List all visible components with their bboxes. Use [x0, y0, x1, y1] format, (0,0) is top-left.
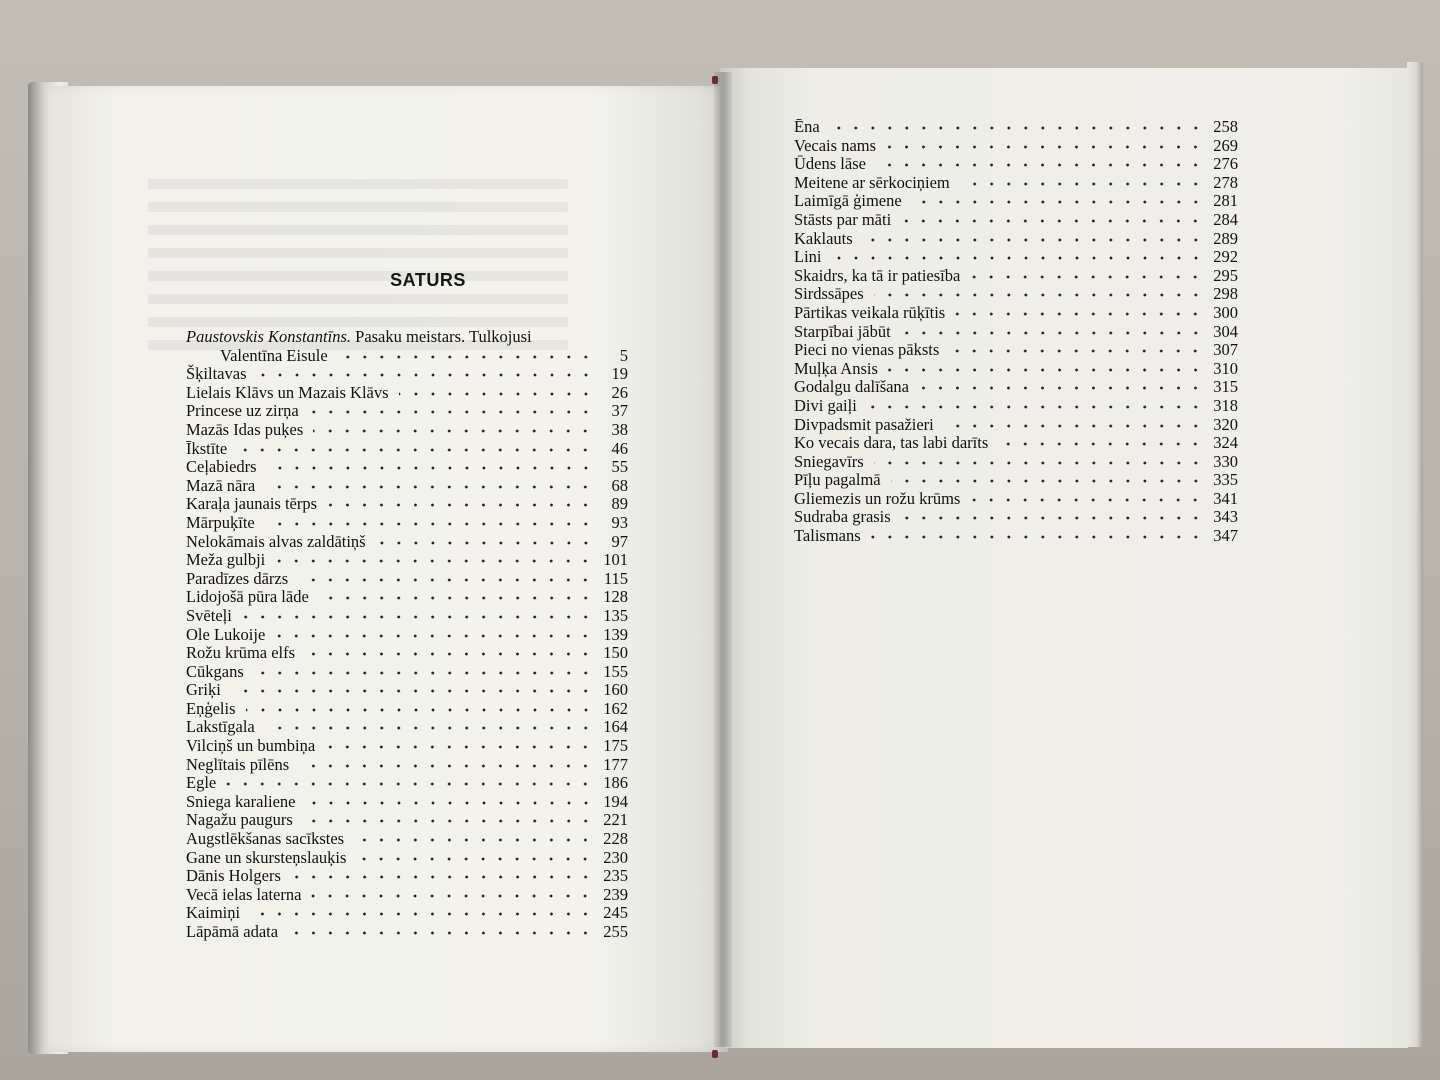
toc-entry-page: 89	[611, 494, 628, 514]
toc-entry-title: Īkstīte	[186, 438, 228, 458]
toc-entry	[794, 397, 1238, 416]
toc-entry	[794, 155, 1238, 174]
open-book	[28, 62, 1423, 1062]
toc-entry-title: Laimīgā ģimene	[794, 191, 902, 211]
toc-entry-page: 298	[1213, 284, 1238, 304]
toc-entry	[186, 551, 628, 570]
toc-entry-page: 150	[603, 643, 628, 663]
toc-entry-title: Divi gaiļi	[794, 395, 857, 415]
toc-entry-title: Gane un skursteņslauķis	[186, 847, 347, 867]
toc-entry	[794, 490, 1238, 509]
toc-entry-page: 310	[1213, 358, 1238, 378]
toc-entry-page: 341	[1213, 488, 1238, 508]
toc-leader-dots	[242, 609, 594, 621]
toc-entry-title: Meitene ar sērkociņiem	[794, 172, 950, 192]
toc-entry-title: Ūdens lāse	[794, 154, 866, 174]
toc-leader-dots	[265, 720, 594, 732]
toc-entry-title: Divpadsmit pasažieri	[794, 414, 934, 434]
toc-leader-dots	[305, 646, 594, 658]
toc-intro-author: Paustovskis Konstantīns.	[186, 327, 352, 346]
toc-entry-page: 46	[611, 438, 628, 458]
toc-entry-title: Stāsts par māti	[794, 209, 892, 229]
toc-entry-title: Mazā nāra	[186, 475, 256, 495]
toc-entry-page: 160	[603, 680, 628, 700]
toc-entry	[186, 867, 628, 886]
toc-entry-page: 258	[1213, 117, 1238, 136]
toc-entry	[794, 341, 1238, 360]
toc-entry-page: 230	[603, 847, 628, 867]
toc-leader-dots	[888, 362, 1204, 374]
toc-entry	[186, 700, 628, 719]
toc-entry	[794, 360, 1238, 379]
toc-leader-dots	[998, 436, 1204, 448]
toc-leader-dots	[231, 683, 594, 695]
toc-entry	[794, 304, 1238, 323]
toc-entry-title: Nagažu paugurs	[186, 810, 293, 830]
toc-entry-page: 276	[1213, 154, 1238, 174]
toc-leader-dots	[832, 250, 1205, 262]
toc-leader-dots	[960, 176, 1204, 188]
toc-entry-title: Lakstīgala	[186, 717, 255, 737]
toc-entry	[186, 384, 628, 403]
toc-entry	[186, 737, 628, 756]
toc-entry-title: Princese uz zirņa	[186, 401, 299, 421]
toc-entry	[794, 230, 1238, 249]
toc-entry-page: 343	[1213, 507, 1238, 527]
toc-entry-page: 5	[619, 345, 628, 365]
toc-entry-title: Sudraba grasis	[794, 507, 891, 527]
toc-entry-title: Talismans	[794, 526, 861, 546]
toc-leader-dots	[306, 795, 595, 807]
toc-entry-page: 292	[1213, 247, 1238, 267]
toc-entry-page: 239	[603, 884, 628, 904]
toc-entry-page: 324	[1213, 433, 1238, 453]
toc-entry	[186, 663, 628, 682]
toc-entry-title: Pīļu pagalmā	[794, 470, 881, 490]
toc-leader-dots	[309, 404, 594, 416]
toc-leader-dots	[901, 325, 1204, 337]
toc-leader-dots	[356, 851, 594, 863]
toc-entry-title: Ko vecais dara, tas labi darīts	[794, 433, 989, 453]
toc-entry	[794, 416, 1238, 435]
book-spine-gutter	[714, 72, 732, 1047]
toc-leader-dots	[955, 306, 1204, 318]
toc-entry	[794, 285, 1238, 304]
toc-entry-title: Sniegavīrs	[794, 451, 864, 471]
toc-leader-dots	[863, 232, 1204, 244]
toc-entry-title: Lini	[794, 247, 822, 267]
toc-entry-page: 278	[1213, 172, 1238, 192]
toc-entry	[186, 849, 628, 868]
toc-leader-dots	[891, 473, 1204, 485]
toc-entry-page: 235	[603, 866, 628, 886]
toc-entry-page: 281	[1213, 191, 1238, 211]
toc-entry-page: 335	[1213, 470, 1238, 490]
toc-entry-page: 55	[611, 457, 628, 477]
toc-entry-title: Lāpāmā adata	[186, 922, 279, 941]
toc-entry	[186, 514, 628, 533]
toc-entry-title: Valentīna Eisule	[220, 345, 328, 365]
toc-entry-title: Starpībai jābūt	[794, 321, 891, 341]
headband-thread	[712, 76, 718, 84]
toc-entry-title: Vilciņš un bumbiņa	[186, 736, 316, 756]
toc-entry-title: Dānis Holgers	[186, 866, 281, 886]
toc-entry-title: Lidojošā pūra lāde	[186, 587, 309, 607]
toc-leader-dots	[970, 269, 1204, 281]
toc-leader-dots	[265, 479, 594, 491]
toc-entry-page: 245	[603, 903, 628, 923]
toc-heading: SATURS	[390, 270, 466, 290]
toc-entry-page: 330	[1213, 451, 1238, 471]
toc-entry	[794, 137, 1238, 156]
toc-leader-dots	[303, 813, 594, 825]
toc-leader-dots	[912, 194, 1204, 206]
toc-entry-title: Ceļabiedrs	[186, 457, 257, 477]
toc-leader-dots	[257, 367, 595, 379]
toc-entry-page: 26	[611, 382, 628, 402]
toc-leader-dots	[267, 460, 594, 472]
toc-entry-title: Pieci no vienas pāksts	[794, 340, 940, 360]
toc-entry-page: 221	[603, 810, 628, 830]
toc-entry-title: Cūkgans	[186, 661, 244, 681]
toc-entry-page: 93	[611, 512, 628, 532]
toc-entry-page: 318	[1213, 395, 1238, 415]
toc-intro-title: Pasaku meistars. Tulkojusi	[355, 327, 532, 346]
toc-leader-dots	[376, 535, 594, 547]
toc-leader-dots	[275, 553, 594, 565]
toc-entry	[186, 421, 628, 440]
toc-entry-title: Karaļa jaunais tērps	[186, 494, 318, 514]
toc-entry	[186, 402, 628, 421]
toc-entry-page: 162	[603, 698, 628, 718]
toc-entry-page: 347	[1213, 526, 1238, 546]
toc-entry-page: 295	[1213, 265, 1238, 285]
toc-entry-title: Augstlēkšanas sacīkstes	[186, 829, 345, 849]
toc-entry-page: 289	[1213, 228, 1238, 248]
toc-entry	[186, 365, 628, 384]
toc-leader-dots	[874, 455, 1204, 467]
toc-leader-dots	[237, 442, 594, 454]
toc-entry-page: 320	[1213, 414, 1238, 434]
toc-entry-page: 269	[1213, 135, 1238, 155]
toc-entry-title: Pārtikas veikala rūķītis	[794, 302, 946, 322]
toc-entry	[794, 434, 1238, 453]
toc-entry-page: 135	[603, 605, 628, 625]
toc-entry-title: Skaidrs, ka tā ir patiesība	[794, 265, 961, 285]
toc-entry-title: Egle	[186, 773, 217, 793]
toc-entry-page: 175	[603, 736, 628, 756]
toc-entry-title: Meža gulbji	[186, 550, 266, 570]
toc-entry	[794, 323, 1238, 342]
toc-entry	[794, 248, 1238, 267]
toc-leader-dots	[338, 349, 594, 361]
toc-leader-dots	[830, 120, 1204, 132]
toc-entry	[794, 471, 1238, 490]
toc-entry-page: 177	[603, 754, 628, 774]
toc-entry-page: 307	[1213, 340, 1238, 360]
toc-entry-page: 315	[1213, 377, 1238, 397]
toc-leader-dots	[399, 386, 594, 398]
toc-entry	[794, 267, 1238, 286]
toc-entry	[794, 211, 1238, 230]
toc-entry-title: Griķi	[186, 680, 221, 700]
toc-leader-dots	[867, 399, 1204, 411]
toc-entry-title: Gliemezis un rožu krūms	[794, 488, 961, 508]
toc-entry-page: 284	[1213, 209, 1238, 229]
toc-leader-dots	[299, 758, 594, 770]
toc-leader-dots	[871, 529, 1204, 541]
toc-leader-dots	[944, 418, 1204, 430]
toc-leader-dots	[327, 497, 594, 509]
toc-entry-page: 115	[603, 568, 628, 588]
toc-entry	[186, 830, 628, 849]
toc-leader-dots	[354, 832, 594, 844]
toc-entry-title: Mazās Idas puķes	[186, 419, 304, 439]
toc-entry-page: 128	[603, 587, 628, 607]
toc-leader-dots	[291, 869, 594, 881]
toc-entry	[186, 607, 628, 626]
toc-leader-dots	[886, 139, 1204, 151]
toc-entry	[186, 440, 628, 459]
toc-entry-page: 68	[611, 475, 628, 495]
toc-entry-page: 304	[1213, 321, 1238, 341]
toc-entry	[186, 886, 628, 905]
toc-entry-page: 38	[611, 419, 628, 439]
toc-entry	[794, 453, 1238, 472]
toc-leader-dots	[226, 776, 594, 788]
toc-entry-title: Šķiltavas	[186, 364, 247, 384]
toc-entry-title: Kaimiņi	[186, 903, 241, 923]
toc-leader-dots	[288, 925, 594, 937]
toc-leader-dots	[919, 380, 1204, 392]
toc-entry-page: 194	[603, 791, 628, 811]
toc-entry-title: Ole Lukoije	[186, 624, 266, 644]
toc-leader-dots	[901, 213, 1204, 225]
toc-entry-title: Nelokāmais alvas zaldātiņš	[186, 531, 366, 551]
toc-leader-dots	[901, 510, 1204, 522]
toc-entry-title: Mārpuķīte	[186, 512, 255, 532]
toc-leader-dots	[298, 572, 594, 584]
toc-entry-page: 19	[611, 364, 628, 384]
toc-entry	[186, 681, 628, 700]
toc-entry-page: 164	[603, 717, 628, 737]
toc-entry	[186, 756, 628, 775]
toc-list-right	[794, 118, 1238, 546]
toc-entry-page: 155	[603, 661, 628, 681]
toc-entry-title: Paradīzes dārzs	[186, 568, 289, 588]
toc-entry	[186, 644, 628, 663]
toc-entry	[186, 458, 628, 477]
headband-thread	[712, 1050, 718, 1058]
toc-entry	[186, 793, 628, 812]
toc-entry-title: Godalgu dalīšana	[794, 377, 910, 397]
toc-leader-dots	[254, 665, 594, 677]
toc-entry	[186, 477, 628, 496]
toc-entry	[186, 811, 628, 830]
toc-leader-dots	[311, 888, 594, 900]
toc-entry-page: 97	[611, 531, 628, 551]
toc-entry-title: Svēteļi	[186, 605, 232, 625]
toc-entry	[186, 495, 628, 514]
book-cover-right-edge	[1407, 62, 1423, 1047]
toc-leader-dots	[250, 906, 594, 918]
toc-entry-page: 186	[603, 773, 628, 793]
toc-entry	[186, 626, 628, 645]
toc-entry-title: Vecais nams	[794, 135, 877, 155]
toc-entry-title: Sirdssāpes	[794, 284, 864, 304]
toc-leader-dots	[874, 287, 1204, 299]
toc-entry	[186, 904, 628, 923]
toc-leader-dots	[970, 492, 1204, 504]
toc-entry-title: Eņģelis	[186, 698, 236, 718]
toc-entry	[186, 533, 628, 552]
toc-entry-title: Vecā ielas laterna	[186, 884, 302, 904]
toc-leader-dots	[319, 590, 594, 602]
toc-entry	[794, 508, 1238, 527]
toc-entry-title: Muļķa Ansis	[794, 358, 878, 378]
toc-entry-title: Ēna	[794, 117, 820, 136]
toc-entry	[186, 347, 628, 366]
toc-entry	[794, 118, 1238, 137]
toc-leader-dots	[325, 739, 594, 751]
toc-intro-line	[186, 328, 628, 347]
toc-entry-page: 37	[611, 401, 628, 421]
toc-entry	[794, 378, 1238, 397]
toc-entry-page: 300	[1213, 302, 1238, 322]
toc-entry-title: Rožu krūma elfs	[186, 643, 296, 663]
toc-leader-dots	[246, 702, 595, 714]
toc-entry	[186, 774, 628, 793]
toc-entry-page: 255	[603, 922, 628, 941]
toc-entry	[186, 588, 628, 607]
toc-leader-dots	[275, 628, 594, 640]
toc-entry-title: Sniega karaliene	[186, 791, 296, 811]
toc-leader-dots	[265, 516, 594, 528]
toc-entry	[794, 527, 1238, 546]
toc-entry	[186, 570, 628, 589]
toc-leader-dots	[876, 157, 1204, 169]
toc-entry-title: Kaklauts	[794, 228, 853, 248]
toc-list-left	[186, 328, 628, 942]
toc-entry	[186, 923, 628, 942]
toc-entry-title: Neglītais pīlēns	[186, 754, 290, 774]
toc-entry	[794, 174, 1238, 193]
toc-entry-page: 101	[603, 550, 628, 570]
toc-entry-page: 228	[603, 829, 628, 849]
toc-entry	[186, 718, 628, 737]
toc-entry-title: Lielais Klāvs un Mazais Klāvs	[186, 382, 389, 402]
toc-entry	[794, 192, 1238, 211]
toc-leader-dots	[949, 343, 1204, 355]
toc-leader-dots	[313, 423, 594, 435]
toc-entry-page: 139	[603, 624, 628, 644]
